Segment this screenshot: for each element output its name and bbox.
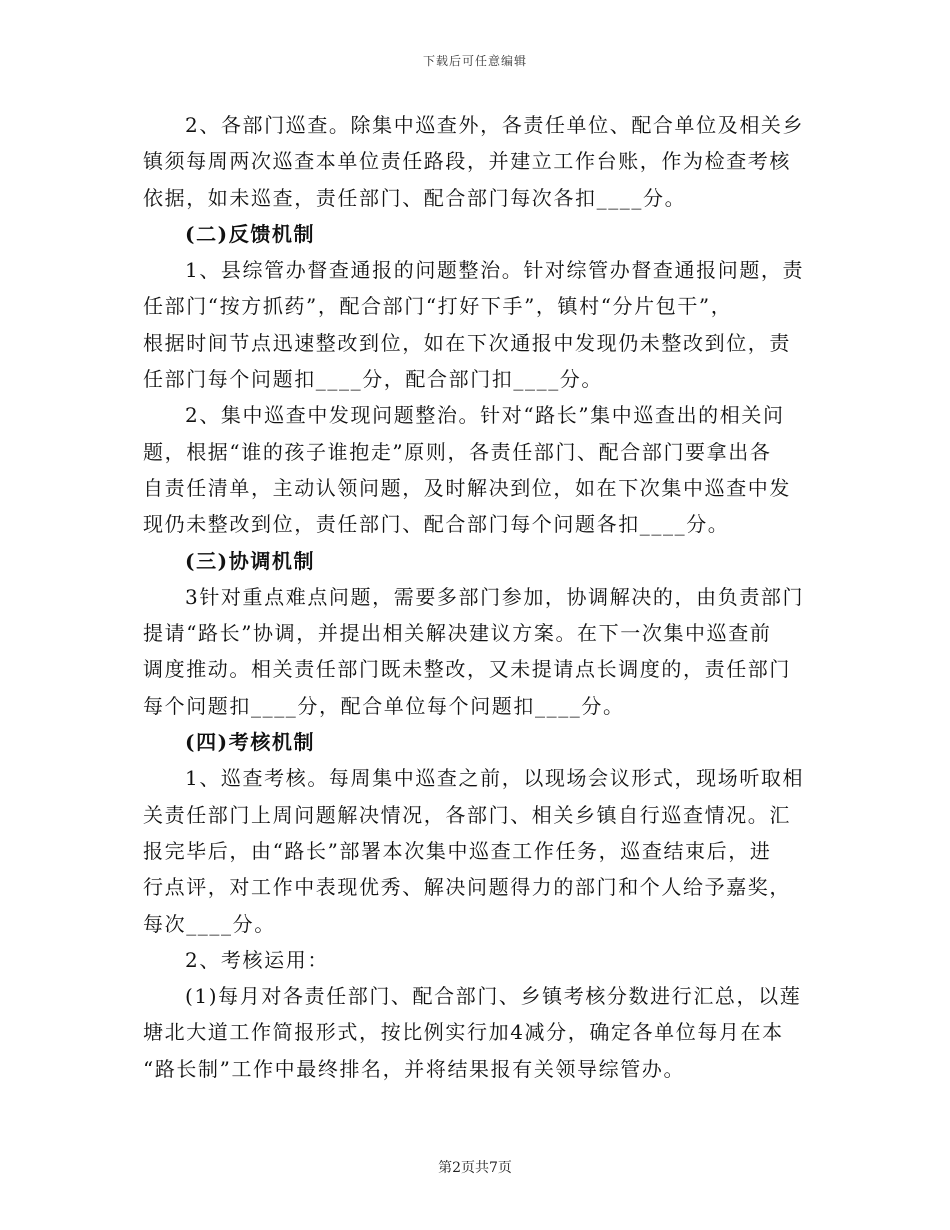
text-line: 2、各部门巡查。除集中巡查外，各责任单位、配合单位及相关乡: [185, 113, 805, 137]
page-header: 下载后可任意编辑: [422, 54, 527, 68]
text-line: 调度推动。相关责任部门既未整改，又未提请点长调度的，责任部门: [143, 657, 791, 682]
text-line: 1、县综管办督查通报的问题整治。针对综管办督查通报问题，责: [185, 258, 805, 283]
text-line: (1)每月对各责任部门、配合部门、乡镇考核分数进行汇总，以莲: [185, 984, 802, 1009]
text-line: 每次____分。: [143, 911, 276, 936]
text-line: 1、巡查考核。每周集中巡查之前，以现场会议形式，现场听取相: [185, 766, 805, 791]
text-line: 根据时间节点迅速整改到位，如在下次通报中发现仍未整改到位，责: [143, 330, 791, 355]
text-line: 镇须每周两次巡查本单位责任路段，并建立工作台账，作为检查考核: [143, 149, 791, 174]
text-line: 任部门每个问题扣____分，配合部门扣____分。: [143, 367, 603, 392]
text-line: “路长制”工作中最终排名，并将结果报有关领导综管办。: [143, 1056, 686, 1081]
text-line: 2、考核运用：: [185, 947, 329, 972]
text-line: 每个问题扣____分，配合单位每个问题扣____分。: [143, 693, 625, 718]
section-heading: (四)考核机制: [185, 730, 316, 755]
text-line: 提请“路长”协调，并提出相关解决建议方案。在下一次集中巡查前: [143, 621, 772, 646]
document-body: [143, 107, 808, 1087]
text-line: 行点评，对工作中表现优秀、解决问题得力的部门和个人给予嘉奖，: [143, 875, 791, 900]
text-line: 报完毕后，由“路长”部署本次集中巡查工作任务，巡查结束后，进: [143, 838, 772, 863]
text-line: 自责任清单，主动认领问题，及时解决到位，如在下次集中巡查中发: [143, 475, 791, 500]
section-heading: (三)协调机制: [185, 548, 316, 573]
text-line: 题，根据“谁的孩子谁抱走”原则，各责任部门、配合部门要拿出各: [143, 439, 772, 464]
text-line: 依据，如未巡查，责任部门、配合部门每次各扣____分。: [143, 185, 687, 210]
page-number: 第2页共7页: [438, 1160, 512, 1176]
text-line: 任部门“按方抓药”，配合部门“打好下手”，镇村“分片包干”，: [143, 294, 733, 319]
text-line: 关责任部门上周问题解决情况，各部门、相关乡镇自行巡查情况。汇: [143, 802, 791, 827]
text-line: 2、集中巡查中发现问题整治。针对“路长”集中巡查出的相关问: [185, 403, 785, 428]
text-line: 3针对重点难点问题，需要多部门参加，协调解决的，由负责部门: [185, 584, 805, 609]
text-line: 现仍未整改到位，责任部门、配合部门每个问题各扣____分。: [143, 512, 730, 537]
text-line: 塘北大道工作简报形式，按比例实行加4减分，确定各单位每月在本: [143, 1020, 784, 1045]
section-heading: (二)反馈机制: [185, 221, 316, 246]
